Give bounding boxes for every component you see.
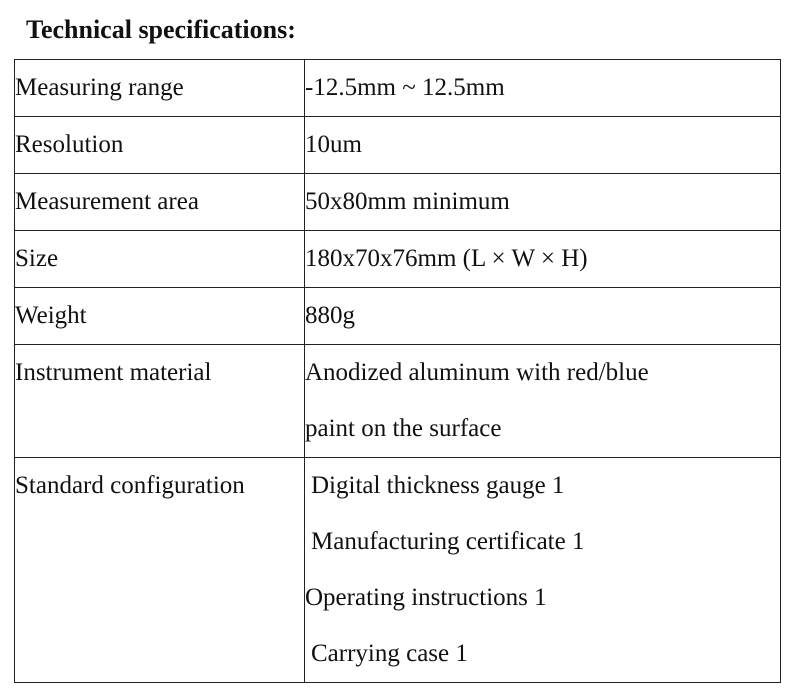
spec-label: Instrument material <box>15 345 305 458</box>
spec-label: Standard configuration <box>15 458 305 683</box>
table-row <box>15 458 781 683</box>
spec-label: Size <box>15 231 305 288</box>
spec-value-line: Digital thickness gauge 1 <box>311 472 565 499</box>
spec-value-line: paint on the surface <box>305 415 502 442</box>
spec-label: Resolution <box>15 117 305 174</box>
spec-value-line: Operating instructions 1 <box>305 584 547 611</box>
spec-value: -12.5mm ~ 12.5mm <box>305 60 781 117</box>
spec-value: 50x80mm minimum <box>305 174 781 231</box>
spec-value-line: Carrying case 1 <box>311 640 468 667</box>
spec-value-line: Manufacturing certificate 1 <box>311 528 585 555</box>
specifications-table <box>14 59 781 683</box>
spec-value <box>305 458 781 683</box>
table-row <box>15 231 781 288</box>
spec-value: 880g <box>305 288 781 345</box>
table-row <box>15 117 781 174</box>
spec-label: Measurement area <box>15 174 305 231</box>
spec-value-line: Anodized aluminum with red/blue <box>305 359 649 386</box>
table-row <box>15 288 781 345</box>
spec-value <box>305 345 781 458</box>
spec-value: 10um <box>305 117 781 174</box>
table-row <box>15 345 781 458</box>
table-row <box>15 60 781 117</box>
spec-label: Weight <box>15 288 305 345</box>
table-row <box>15 174 781 231</box>
spec-label: Measuring range <box>15 60 305 117</box>
page-title: Technical specifications: <box>26 15 296 44</box>
spec-value: 180x70x76mm (L × W × H) <box>305 231 781 288</box>
